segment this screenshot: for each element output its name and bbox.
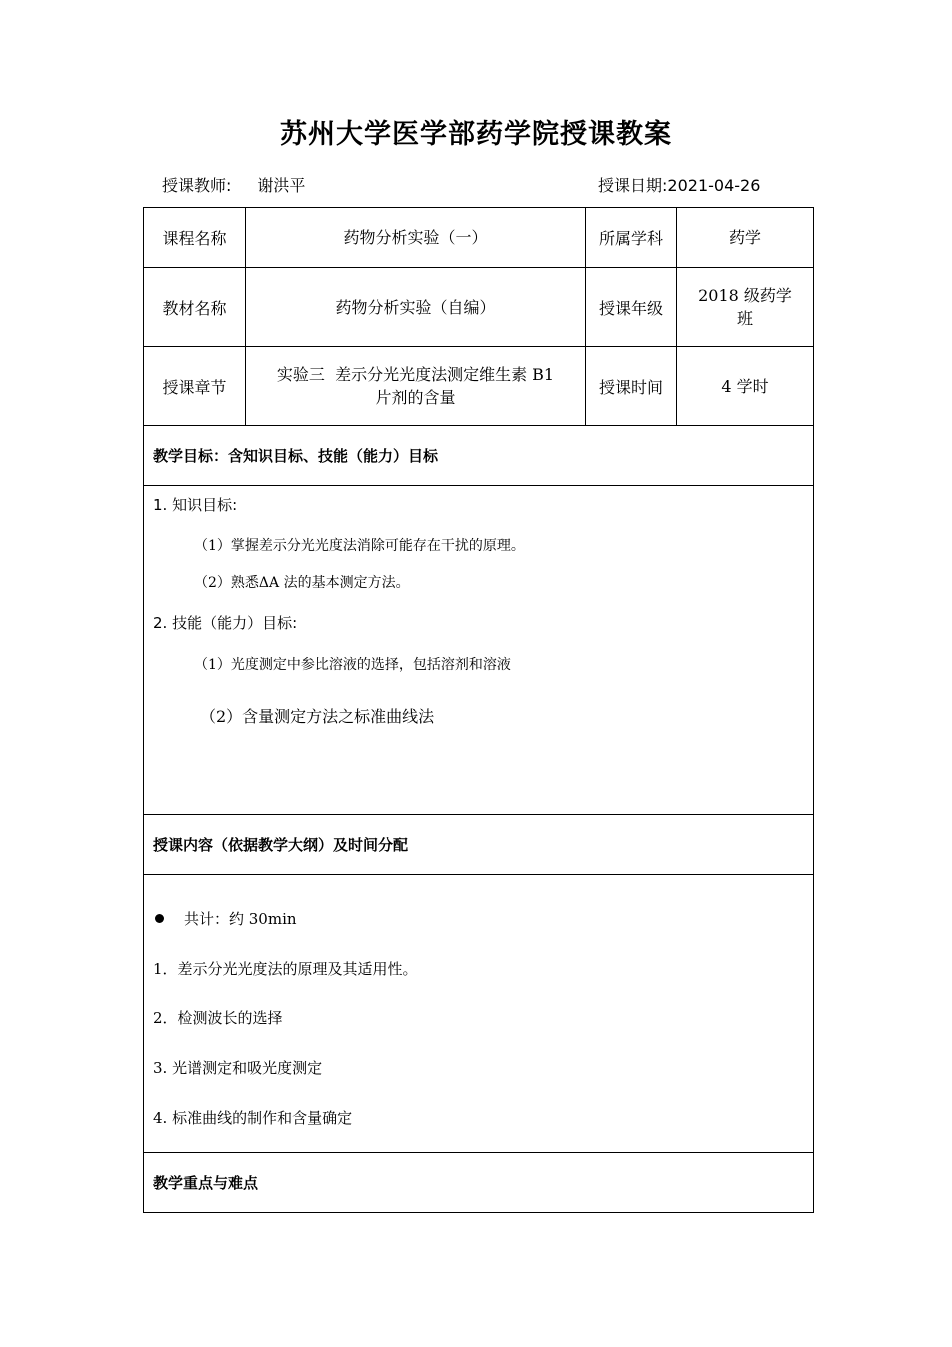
chapter-value <box>246 347 586 426</box>
objectives-block <box>144 486 814 815</box>
table-row <box>144 815 814 875</box>
date-value: 2021-04-26 <box>667 176 761 195</box>
table-row <box>144 426 814 486</box>
skill-item-2: （2）含量测定方法之标准曲线法 <box>200 707 435 726</box>
table-row <box>144 208 814 268</box>
table-row <box>144 875 814 1153</box>
bullet-icon <box>155 914 164 923</box>
hours-label: 授课时间 <box>586 347 677 426</box>
chapter-line-2: 片剂的含量 <box>375 388 456 407</box>
skill-item-1: （1）光度测定中参比溶液的选择，包括溶剂和溶液 <box>194 657 511 673</box>
knowledge-title: 1. 知识目标: <box>153 496 238 514</box>
subject-value: 药学 <box>677 208 814 268</box>
table-row <box>144 1153 814 1213</box>
content-item-3: 3. 光谱测定和吸光度测定 <box>153 1059 323 1077</box>
teacher-info <box>162 173 305 196</box>
content-item-4: 4. 标准曲线的制作和含量确定 <box>153 1109 353 1127</box>
lesson-plan-table <box>143 207 814 1213</box>
skill-title: 2. 技能（能力）目标: <box>153 614 298 632</box>
date-info <box>598 173 760 196</box>
date-label: 授课日期: <box>598 176 668 195</box>
grade-label: 授课年级 <box>586 268 677 347</box>
content-item-1: 1．差示分光光度法的原理及其适用性。 <box>153 960 418 978</box>
grade-line-2: 班 <box>736 309 753 328</box>
grade-line-1: 2018 级药学 <box>698 286 792 305</box>
table-row <box>144 268 814 347</box>
grade-value <box>677 268 814 347</box>
teacher-name: 谢洪平 <box>257 176 306 195</box>
knowledge-item-2: （2）熟悉ΔA 法的基本测定方法。 <box>194 575 410 591</box>
hours-value: 4 学时 <box>677 347 814 426</box>
content-block <box>144 875 814 1153</box>
course-label: 课程名称 <box>144 208 246 268</box>
table-row <box>144 347 814 426</box>
objectives-heading: 教学目标：含知识目标、技能（能力）目标 <box>144 426 814 486</box>
content-item-2: 2．检测波长的选择 <box>153 1009 283 1027</box>
page-title: 苏州大学医学部药学院授课教案 <box>280 119 672 150</box>
chapter-label: 授课章节 <box>144 347 246 426</box>
textbook-value: 药物分析实验（自编） <box>246 268 586 347</box>
textbook-label: 教材名称 <box>144 268 246 347</box>
content-total-text: 共计：约 30min <box>184 910 297 928</box>
teacher-label: 授课教师: <box>162 176 232 195</box>
course-value: 药物分析实验（一） <box>246 208 586 268</box>
subject-label: 所属学科 <box>586 208 677 268</box>
content-heading: 授课内容（依据教学大纲）及时间分配 <box>144 815 814 875</box>
chapter-line-1: 实验三 差示分光光度法测定维生素 B1 <box>276 365 555 384</box>
knowledge-item-1: （1）掌握差示分光光度法消除可能存在干扰的原理。 <box>194 538 525 554</box>
table-row <box>144 486 814 815</box>
content-total <box>155 908 297 929</box>
key-points-heading: 教学重点与难点 <box>144 1153 814 1213</box>
